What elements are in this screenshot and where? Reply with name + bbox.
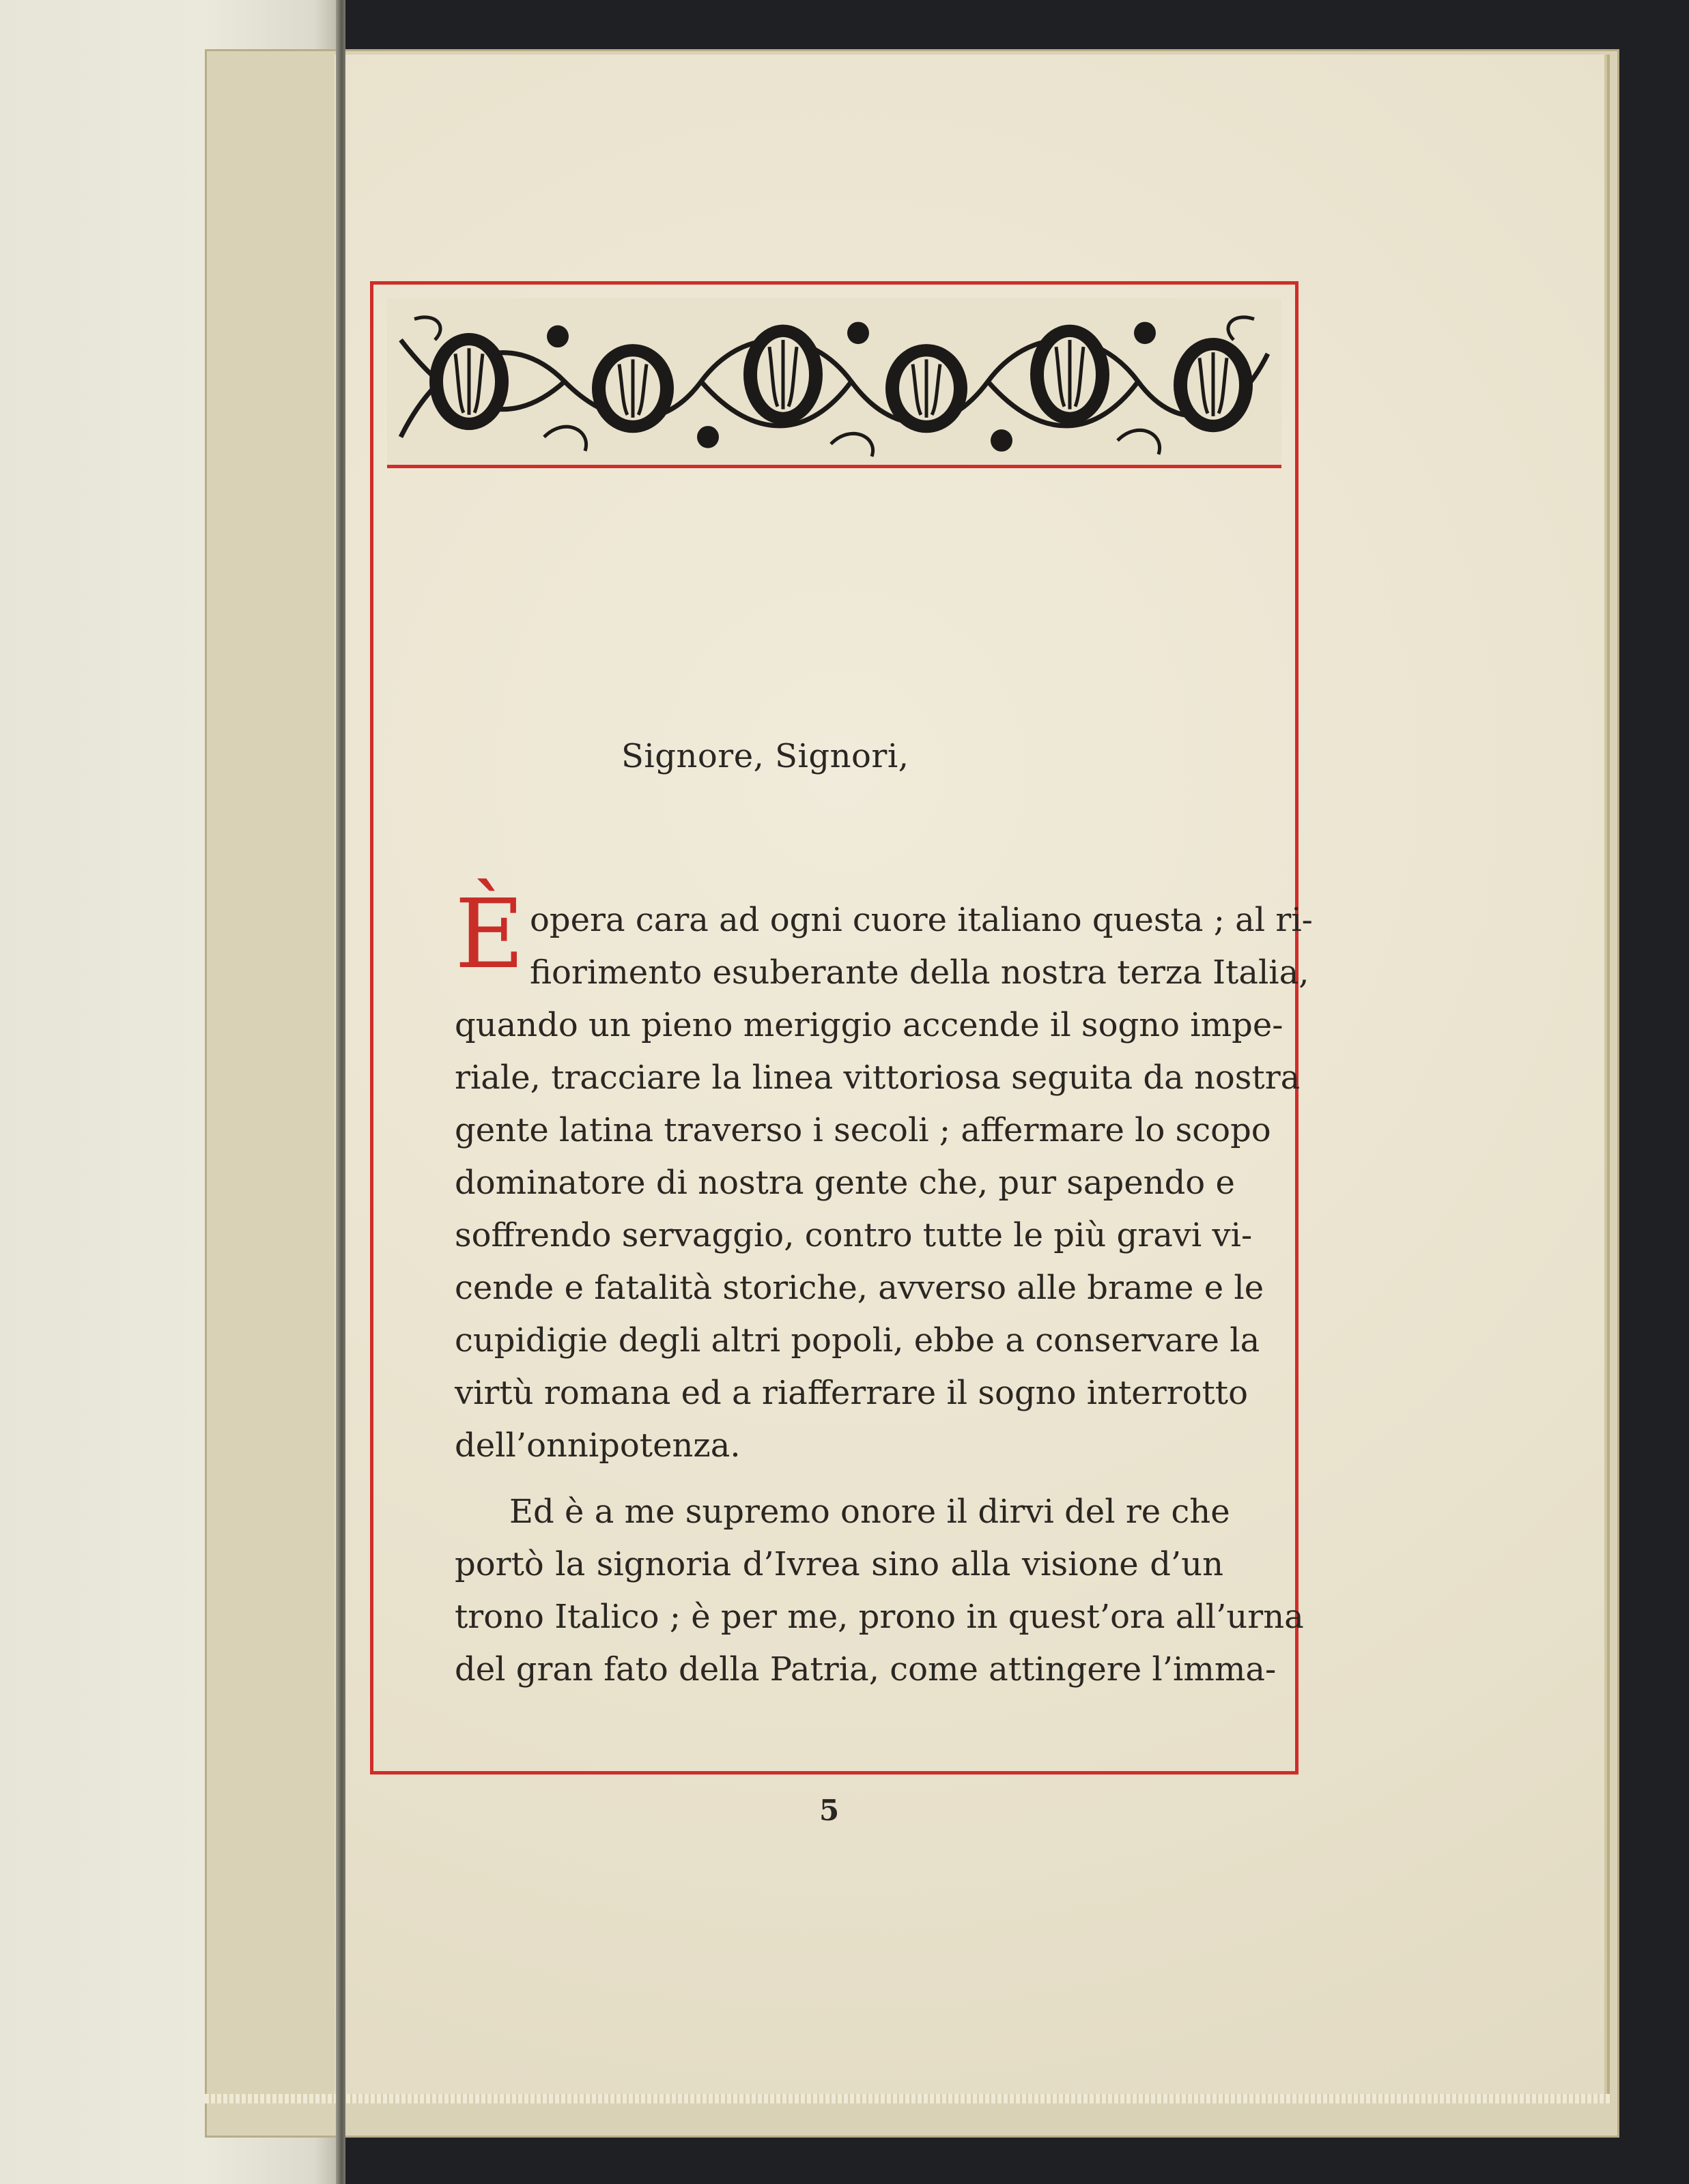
drop-cap: È bbox=[455, 879, 525, 990]
text-line: trono Italico ; è per me, prono in quest’ora all’urna bbox=[455, 1598, 1304, 1636]
paragraph-1 bbox=[455, 879, 1313, 1472]
book-gutter bbox=[336, 0, 345, 2184]
text-line: portò la signoria d’Ivrea sino alla visione d’un bbox=[455, 1545, 1223, 1583]
page-number: 5 bbox=[819, 1794, 840, 1827]
text-line: del gran fato della Patria, come attingere l’imma- bbox=[455, 1650, 1277, 1689]
body-text bbox=[455, 879, 1313, 1696]
text-line: dominatore di nostra gente che, pur sapendo e bbox=[455, 1164, 1235, 1202]
floral-ornament-band bbox=[387, 298, 1281, 468]
text-line: riale, tracciare la linea vittoriosa seguita da nostra bbox=[455, 1059, 1301, 1097]
salutation: Signore, Signori, bbox=[621, 737, 909, 775]
text-line: quando un pieno meriggio accende il sogno impe- bbox=[455, 1006, 1283, 1044]
text-line: opera cara ad ogni cuore italiano questa ; al ri- bbox=[530, 901, 1313, 939]
floral-ornament-icon bbox=[387, 298, 1281, 465]
text-line: cende e fatalità storiche, avverso alle brame e le bbox=[455, 1269, 1264, 1307]
text-line: fiorimento esuberante della nostra terza Italia, bbox=[530, 953, 1309, 992]
text-line: virtù romana ed a riafferrare il sogno interrotto bbox=[455, 1374, 1248, 1412]
text-line: cupidigie degli altri popoli, ebbe a conservare la bbox=[455, 1321, 1260, 1360]
text-line: soffrendo servaggio, contro tutte le più gravi vi- bbox=[455, 1216, 1253, 1254]
text-line: Ed è a me supremo onore il dirvi del re che bbox=[509, 1493, 1230, 1531]
page-deckle-edge bbox=[205, 2094, 1611, 2103]
text-line: dell’onnipotenza. bbox=[455, 1426, 741, 1465]
text-line: gente latina traverso i secoli ; affermare lo scopo bbox=[455, 1111, 1271, 1149]
paragraph-2 bbox=[455, 1486, 1304, 1696]
